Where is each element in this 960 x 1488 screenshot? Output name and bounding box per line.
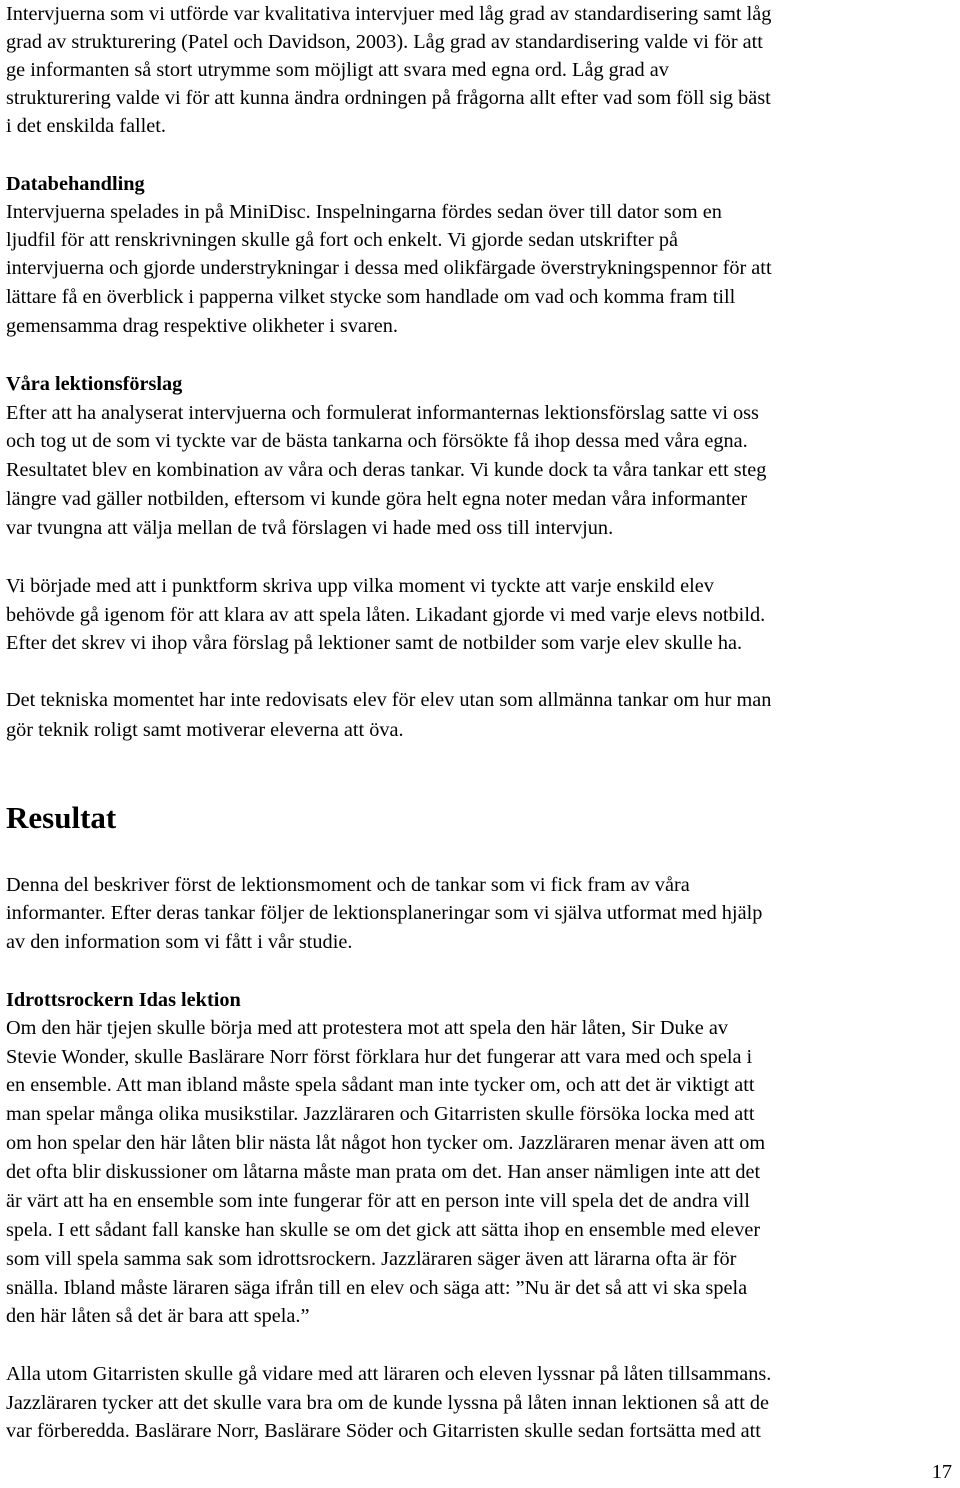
paragraph-line: Om den här tjejen skulle börja med att protestera mot att spela den här låten, Sir Duke av	[6, 1017, 729, 1039]
paragraph-line: Resultatet blev en kombination av våra och deras tankar. Vi kunde dock ta våra tankar ett steg	[6, 459, 767, 481]
paragraph-line: var förberedda. Baslärare Norr, Baslärare Söder och Gitarristen skulle sedan fortsätta med att	[6, 1420, 761, 1442]
paragraph-line: och tog ut de som vi tyckte var de bästa tankarna och försökte få ihop dessa med våra egna.	[6, 430, 748, 452]
section-heading: Våra lektionsförslag	[6, 373, 183, 395]
paragraph-line: Alla utom Gitarristen skulle gå vidare med att läraren och eleven lyssnar på låten tillsammans.	[6, 1363, 772, 1385]
paragraph-line: är värt att ha en ensemble som inte fungerar för att en person inte vill spela det de andra vill	[6, 1190, 750, 1212]
paragraph-line: gör teknik roligt samt motiverar eleverna att öva.	[6, 719, 404, 741]
paragraph-line: längre vad gäller notbilden, eftersom vi kunde göra helt egna noter medan våra informanter	[6, 488, 748, 510]
paragraph-line: som vill spela samma sak som idrottsrockern. Jazzläraren säger även att lärarna ofta är för	[6, 1248, 737, 1270]
paragraph-line: intervjuerna och gjorde understrykningar i dessa med olikfärgade överstrykningspennor för att	[6, 257, 772, 279]
paragraph-line: Intervjuerna som vi utförde var kvalitativa intervjuer med låg grad av standardisering samt låg	[6, 3, 772, 25]
paragraph-line: i det enskilda fallet.	[6, 115, 166, 137]
paragraph-line: behövde gå igenom för att klara av att spela låten. Likadant gjorde vi med varje elevs notbild.	[6, 604, 766, 626]
page-number: 17	[931, 1461, 952, 1483]
paragraph-line: Det tekniska momentet har inte redovisats elev för elev utan som allmänna tankar om hur man	[6, 689, 772, 711]
paragraph-line: om hon spelar den här låten blir nästa låt något hon tycker om. Jazzläraren menar även att om	[6, 1132, 766, 1154]
paragraph-line: av den information som vi fått i vår studie.	[6, 931, 353, 953]
paragraph-line: den här låten så det är bara att spela.”	[6, 1305, 310, 1327]
paragraph-line: en ensemble. Att man ibland måste spela sådant man inte tycker om, och att det är viktigt att	[6, 1074, 755, 1096]
paragraph-line: ge informanten så stort utrymme som möjligt att svara med egna ord. Låg grad av	[6, 59, 669, 81]
paragraph-line: Efter att ha analyserat intervjuerna och formulerat informanternas lektionsförslag satte vi oss	[6, 402, 759, 424]
paragraph-line: Vi började med att i punktform skriva upp vilka moment vi tyckte att varje enskild elev	[6, 575, 714, 597]
paragraph-line: gemensamma drag respektive olikheter i svaren.	[6, 315, 398, 337]
paragraph-line: Jazzläraren tycker att det skulle vara bra om de kunde lyssna på låten innan lektionen så att de	[6, 1392, 770, 1414]
paragraph-line: Intervjuerna spelades in på MiniDisc. Inspelningarna fördes sedan över till dator som en	[6, 201, 722, 223]
paragraph-line: det ofta blir diskussioner om låtarna måste man prata om det. Han anser nämligen inte att det	[6, 1161, 761, 1183]
paragraph-line: Denna del beskriver först de lektionsmoment och de tankar som vi fick fram av våra	[6, 874, 690, 896]
paragraph-line: Efter det skrev vi ihop våra förslag på lektioner samt de notbilder som varje elev skulle ha.	[6, 632, 743, 654]
paragraph-line: Stevie Wonder, skulle Baslärare Norr först förklara hur det fungerar att vara med och spela i	[6, 1046, 753, 1068]
section-heading: Idrottsrockern Idas lektion	[6, 989, 241, 1011]
paragraph-line: strukturering valde vi för att kunna ändra ordningen på frågorna allt efter vad som föll sig bäst	[6, 87, 771, 109]
paragraph-line: grad av strukturering (Patel och Davidson, 2003). Låg grad av standardisering valde vi för att	[6, 31, 763, 53]
section-heading: Databehandling	[6, 173, 145, 195]
paragraph-line: spela. I ett sådant fall kanske han skulle se om det gick att sätta ihop en ensemble med elever	[6, 1219, 761, 1241]
paragraph-line: lättare få en överblick i papperna vilket stycke som handlade om vad och komma fram till	[6, 286, 736, 308]
paragraph-line: ljudfil för att renskrivningen skulle gå fort och enkelt. Vi gjorde sedan utskrifter på	[6, 229, 679, 251]
paragraph-line: snälla. Ibland måste läraren säga ifrån till en elev och säga att: ”Nu är det så att vi ska spela	[6, 1277, 748, 1299]
paragraph-line: informanter. Efter deras tankar följer de lektionsplaneringar som vi själva utformat med hjälp	[6, 902, 763, 924]
paragraph-line: man spelar många olika musikstilar. Jazzläraren och Gitarristen skulle försöka locka med att	[6, 1103, 755, 1125]
chapter-heading: Resultat	[6, 800, 117, 835]
paragraph-line: var tvungna att välja mellan de två förslagen vi hade med oss till intervjun.	[6, 517, 614, 539]
